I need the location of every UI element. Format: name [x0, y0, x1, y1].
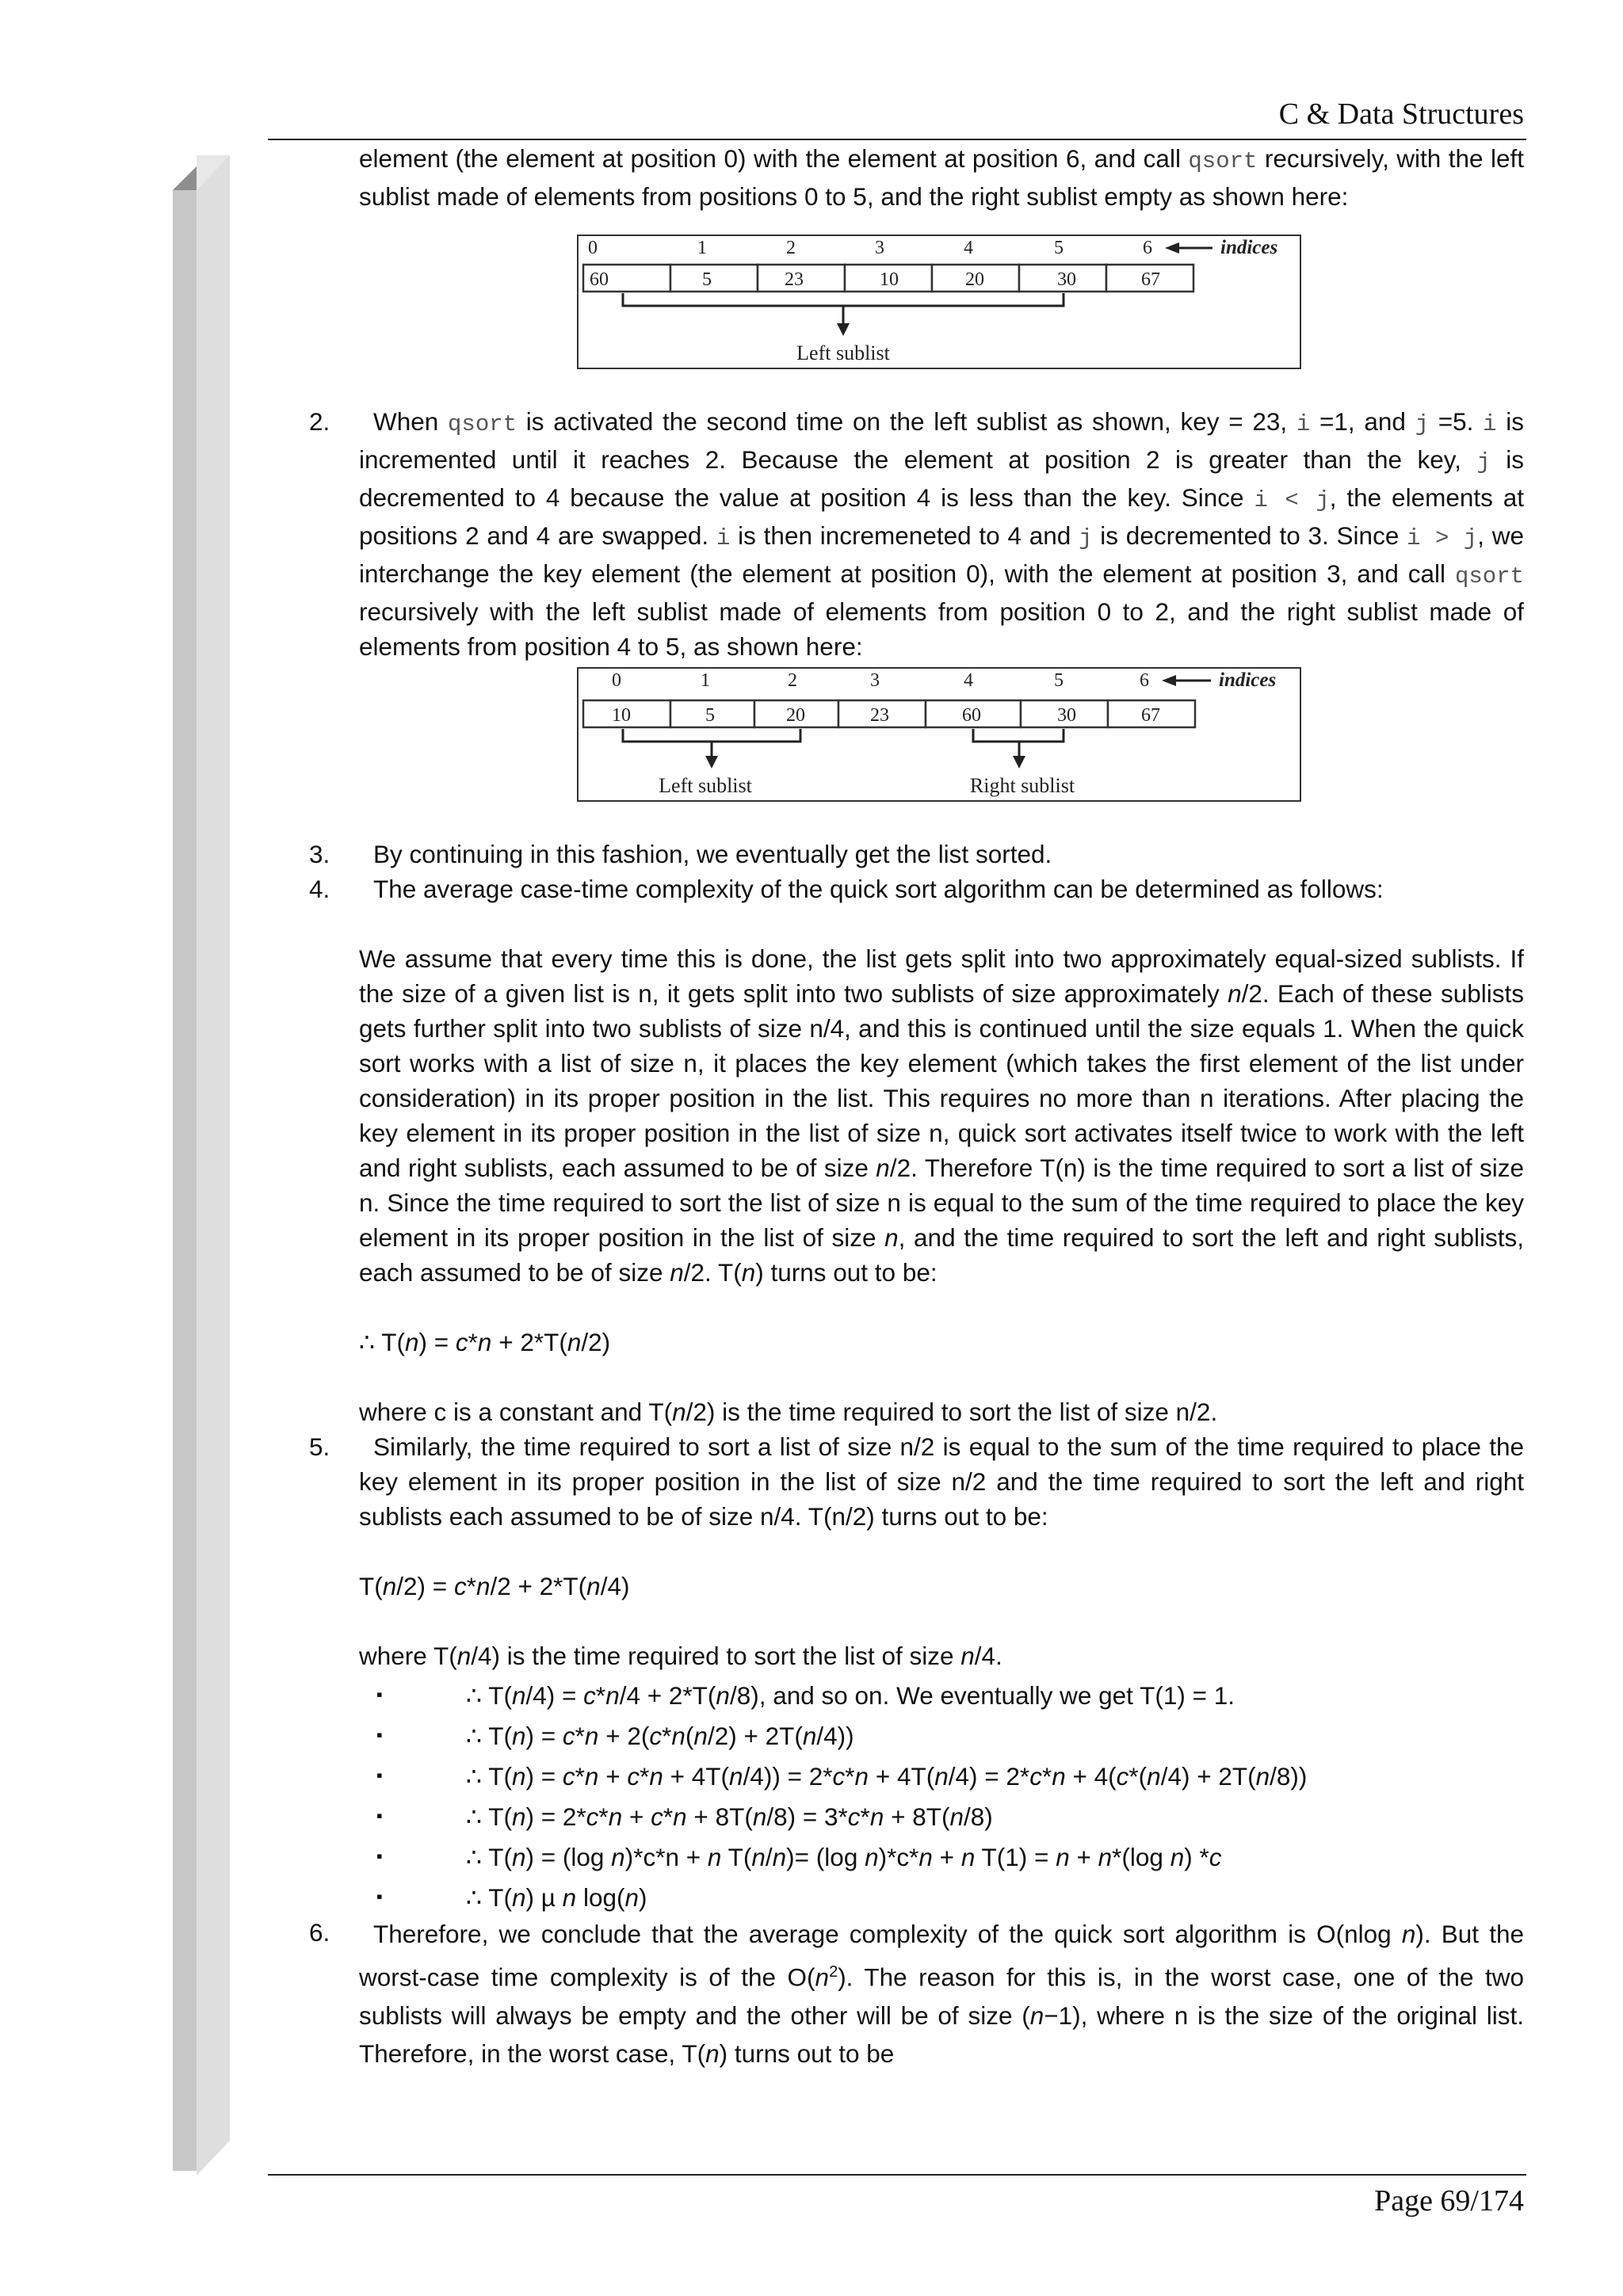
bullet-marker: ▪: [376, 1846, 383, 1866]
list-item-3: [309, 837, 1524, 871]
figure-2-array-diagram: [577, 667, 1301, 802]
bullet-marker: ▪: [376, 1806, 383, 1825]
recurrence-equation-tn: ∴ T(n) = c*n + 2*T(n/2): [359, 1328, 611, 1356]
header-rule: [268, 139, 1526, 140]
document-header-title: C & Data Structures: [1278, 97, 1524, 131]
fig2-index-1: 1: [701, 670, 710, 691]
derivation-step-2: ▪ ∴ T(n) = c*n + 2(c*n(n/2) + 2T(n/4)): [359, 1718, 1524, 1753]
fig2-value-3: 23: [870, 705, 889, 726]
fig1-value-6: 67: [1141, 269, 1160, 290]
fig2-right-sublist-bracket: [973, 729, 1064, 769]
average-case-explanation: We assume that every time this is done, the list gets split into two approximately equal-sized sublists. If the size of a given list is n, it gets split into two sublists of size approximately n/2. Each of these sublists gets further split into two sublists of size n/4, and this is continued until the size equals 1. When the quick sort works with a list of size n, it places the key element (which takes the first element of the list under consideration) in its proper position in the list. This requires no more than n iterations. After placing the key element in its proper position in the list of size n, quick sort activates itself twice to work with the left and right sublists, each assumed to be of size n/2. Therefore T(n) is the time required to sort a list of size n. Since the time required to sort the list of size n is equal to the sum of the time required to place the key element in its proper position in the list of size n, and the time required to sort the left and right sublists, each assumed to be of size n/2. T(n) turns out to be:: [359, 944, 1524, 1287]
fig1-index-6: 6: [1143, 238, 1152, 258]
fig2-left-sublist-label: Left sublist: [659, 774, 752, 797]
fig2-index-6: 6: [1140, 670, 1149, 691]
item-4-text: The average case-time complexity of the quick sort algorithm can be determined as follows:: [373, 875, 1384, 903]
list-number: 2.: [309, 407, 330, 436]
item-3-text: By continuing in this fashion, we eventually get the list sorted.: [373, 840, 1052, 868]
fig2-value-6: 67: [1141, 705, 1160, 726]
fig1-left-sublist-bracket: [623, 293, 1064, 336]
fig2-value-1: 5: [705, 705, 715, 726]
fig1-value-4: 20: [965, 269, 984, 290]
tn4-explanation: where T(n/4) is the time required to sort the list of size n/4.: [359, 1642, 1002, 1670]
fig1-index-4: 4: [964, 238, 973, 258]
fig2-right-sublist-label: Right sublist: [969, 774, 1075, 797]
constant-explanation: where c is a constant and T(n/2) is the time required to sort the list of size n/2.: [359, 1398, 1218, 1426]
list-item-6: [309, 1915, 1525, 2073]
fig1-value-1: 5: [702, 269, 712, 290]
list-number: 5.: [309, 1432, 330, 1461]
list-number: 4.: [309, 875, 330, 903]
list-number: 3.: [309, 840, 330, 868]
item-2-text: When qsort is activated the second time on the left sublist as shown, key = 23, i =1, and j =5. i is incremented until it reaches 2. Because the element at position 2 is greater than the key, j is decremented to 4 because the value at position 4 is less than the key. Since i < j, the elements at positions 2 and 4 are swapped. i is then incremeneted to 4 and j is decremented to 3. Since i > j, we interchange the key element (the element at position 0), with the element at position 3, and call qsort recursively with the left sublist made of elements from position 0 to 2, and the right sublist made of elements from position 4 to 5, as shown here:: [359, 407, 1525, 661]
fig1-index-3: 3: [875, 238, 884, 258]
fig2-value-4: 60: [962, 705, 981, 726]
bullet-marker: ▪: [376, 1684, 383, 1704]
derivation-step-4: ▪ ∴ T(n) = 2*c*n + c*n + 8T(n/8) = 3*c*n + 8T(n/8): [359, 1799, 1524, 1834]
fig2-value-0: 10: [612, 705, 631, 726]
derivation-step-3: ▪ ∴ T(n) = c*n + c*n + 4T(n/4)) = 2*c*n + 4T(n/4) = 2*c*n + 4(c*(n/4) + 2T(n/8)): [359, 1759, 1524, 1794]
list-item-4: [309, 871, 1524, 906]
fig1-index-1: 1: [697, 238, 707, 258]
bullet-marker: ▪: [376, 1886, 383, 1906]
fig2-value-2: 20: [786, 705, 805, 726]
page-content: [309, 141, 1525, 2073]
footer-rule: [268, 2174, 1526, 2176]
fig2-index-0: 0: [612, 670, 621, 691]
fig1-value-5: 30: [1057, 269, 1076, 290]
bullet-marker: ▪: [376, 1725, 383, 1745]
fig2-index-4: 4: [964, 670, 973, 691]
fig1-value-2: 23: [785, 269, 804, 290]
page-binder-strip: [173, 155, 230, 2176]
fig2-index-5: 5: [1054, 670, 1064, 691]
list-item-5: [309, 1429, 1524, 1534]
fig1-indices-arrow: [1165, 242, 1212, 254]
fig1-cell-1: [670, 265, 758, 292]
fig2-left-sublist-bracket: [623, 729, 800, 769]
fig1-value-0: 60: [590, 269, 609, 290]
fig1-index-0: 0: [588, 238, 598, 258]
fig2-value-5: 30: [1057, 705, 1076, 726]
fig1-indices-label: indices: [1220, 237, 1278, 258]
list-number: 6.: [309, 1918, 330, 1947]
derivation-step-6: ▪ ∴ T(n) µ n log(n): [359, 1880, 1524, 1915]
bullet-marker: ▪: [376, 1765, 383, 1785]
fig1-index-5: 5: [1054, 238, 1064, 258]
list-item-2: [309, 404, 1525, 664]
fig2-indices-label: indices: [1219, 669, 1277, 691]
fig1-value-3: 10: [880, 269, 899, 290]
item-5-text: Similarly, the time required to sort a list of size n/2 is equal to the sum of the time required to place the key element in its proper position in the list of size n/2 and the time required to sort the left and right sublists each assumed to be of size n/4. T(n/2) turns out to be:: [359, 1432, 1524, 1531]
page-number: Page 69/174: [1374, 2184, 1524, 2218]
fig2-indices-arrow: [1162, 675, 1211, 686]
derivation-step-1: ▪ ∴ T(n/4) = c*n/4 + 2*T(n/8), and so on. We eventually we get T(1) = 1.: [359, 1678, 1524, 1713]
recurrence-equation-tn2: T(n/2) = c*n/2 + 2*T(n/4): [359, 1572, 630, 1600]
intro-paragraph: element (the element at position 0) with the element at position 6, and call qsort recursively, with the left sublist made of elements from positions 0 to 5, and the right sublist empty as shown here:: [359, 144, 1525, 211]
item-6-text: Therefore, we conclude that the average complexity of the quick sort algorithm is O(nlog n). But the worst-case time complexity is of the $O(n^2)$. The reason for this is, in the worst case, one of the two sublists will always be empty and the other will be of size (n−1), where n is the size of the original list. Therefore, in the worst case, T(n) turns out to be: [359, 1920, 1525, 2068]
figure-1-array-diagram: [577, 235, 1301, 369]
fig2-index-3: 3: [870, 670, 880, 691]
derivation-step-5: ▪ ∴ T(n) = (log n)*c*n + n T(n/n)= (log n)*c*n + n T(1) = n + n*(log n) *c: [359, 1840, 1524, 1875]
fig1-left-sublist-label: Left sublist: [796, 341, 890, 364]
fig1-index-2: 2: [786, 238, 796, 258]
fig2-index-2: 2: [788, 670, 797, 691]
